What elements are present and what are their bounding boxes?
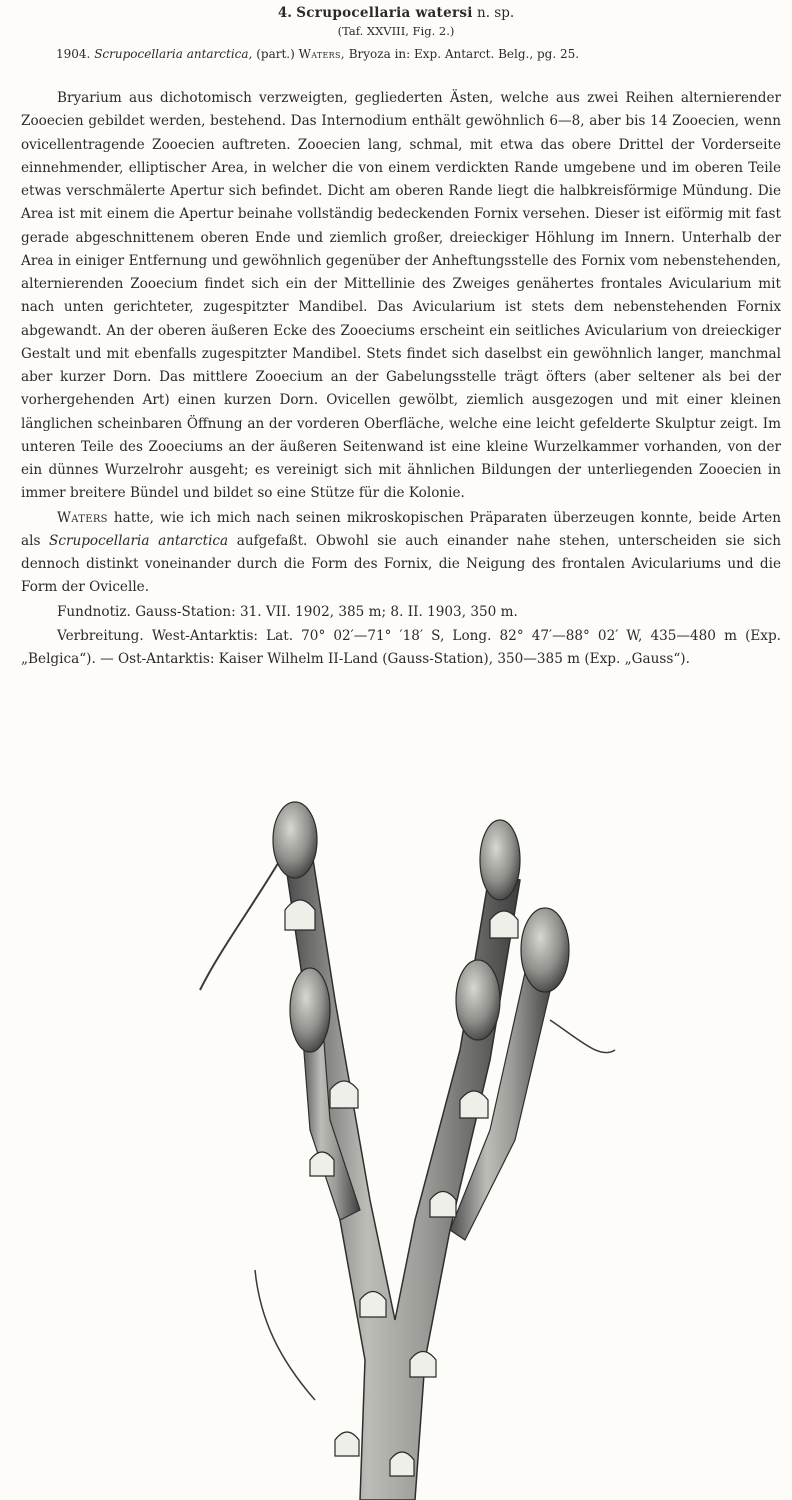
distribution-paragraph: Verbreitung. West-Antarktis: Lat. 70° 02′—71° ′18′ S, Long. 82° 47′—88° 02′ W, 435—480 m (Exp. „Belgica“). — Ost-Antarktis: Kaiser Wilhelm II-Land (Gauss-Station), 350—385 m (Exp. „Gauss“).	[21, 627, 781, 667]
synonymy-line	[56, 47, 776, 62]
remark-species: Scrupocellaria antarctica	[49, 532, 229, 549]
remark-text-before: hatte, wie ich mich nach seinen mikroskopischen Präparaten überzeugen konnte, beide Arten als	[21, 509, 781, 549]
bryozoan-figure	[160, 800, 630, 1500]
synonymy-part: (part.)	[256, 47, 295, 61]
plate-reference: (Taf. XXVIII, Fig. 2.)	[337, 24, 455, 38]
remark-paragraph	[21, 507, 781, 600]
remark-text-after: aufgefaßt. Obwohl sie auch einander nahe stehen, unterscheiden sie sich dennoch distinkt voneinander durch die Form des Fornix, die Neigung des frontalen Aviculariums und die Form der Ovicelle.	[21, 532, 782, 596]
species-name: Scrupocellaria watersi	[296, 5, 473, 21]
find-note-paragraph: Fundnotiz. Gauss-Station: 31. VII. 1902, 385 m; 8. II. 1903, 350 m.	[57, 603, 518, 620]
species-heading	[0, 5, 792, 40]
species-number: 4.	[277, 5, 292, 21]
species-status: n. sp.	[477, 5, 515, 21]
synonymy-year: 1904.	[56, 47, 91, 61]
synonymy-name: Scrupocellaria antarctica,	[94, 47, 253, 61]
remark-author: Waters	[57, 509, 108, 526]
synonymy-author: Waters,	[298, 47, 345, 61]
body-text	[21, 87, 781, 671]
description-paragraph: Bryarium aus dichotomisch verzweigten, gegliederten Ästen, welche aus zwei Reihen alternierender Zooecien gebildet werden, bestehend. Das Internodium enthält gewöhnlich 6—8, aber bis 14 Zooecien, wenn ovicellentragende Zooecien auftreten. Zooecien lang, schmal, mit etwa das obere Drittel der Vorderseite einnehmender, elliptischer Area, in welcher die von einem verdickten Rande umgebene und im oberen Teile etwas verschmälerte Apertur sich befindet. Dicht am oberen Rande liegt die halbkreisförmige Mündung. Die Area ist mit einem die Apertur beinahe vollständig bedeckenden Fornix versehen. Dieser ist eiförmig mit fast gerade abgeschnittenem oberen Ende und ziemlich großer, dreieckiger Höhlung im Innern. Unterhalb der Area in einiger Entfernung und gewöhnlich gegenüber der Anheftungsstelle des Fornix vom nebenstehenden, alternierenden Zooecium findet sich ein der Mittellinie des Zweiges genähertes frontales Avicularium mit nach unten gerichteter, zugespitzter Mandibel. Das Avicularium ist stets dem nebenstehenden Fornix abgewandt. An der oberen äußeren Ecke des Zooeciums erscheint ein seitliches Avicularium von dreieckiger Gestalt und mit ebenfalls zugespitzter Mandibel. Stets findet sich daselbst ein gewöhnlich langer, manchmal aber kurzer Dorn. Das mittlere Zooecium an der Gabelungsstelle trägt öfters (aber seltener als bei der vorhergehenden Art) einen kurzen Dorn. Ovicellen gewölbt, ziemlich ausgezogen und mit einer kleinen länglichen scheinbaren Öffnung an der vorderen Oberfläche, welche eine leicht gefelderte Skulptur zeigt. Im unteren Teile des Zooeciums an der äußeren Seitenwand ist eine kleine Wurzelkammer vorhanden, von der ein dünnes Wurzelrohr ausgeht; es vereinigt sich mit ähnlichen Bildungen der unterliegenden Zooecien in immer breitere Bündel und bildet so eine Stütze für die Kolonie.	[21, 90, 781, 502]
synonymy-citation: Bryoza in: Exp. Antarct. Belg., pg. 25.	[348, 47, 580, 61]
